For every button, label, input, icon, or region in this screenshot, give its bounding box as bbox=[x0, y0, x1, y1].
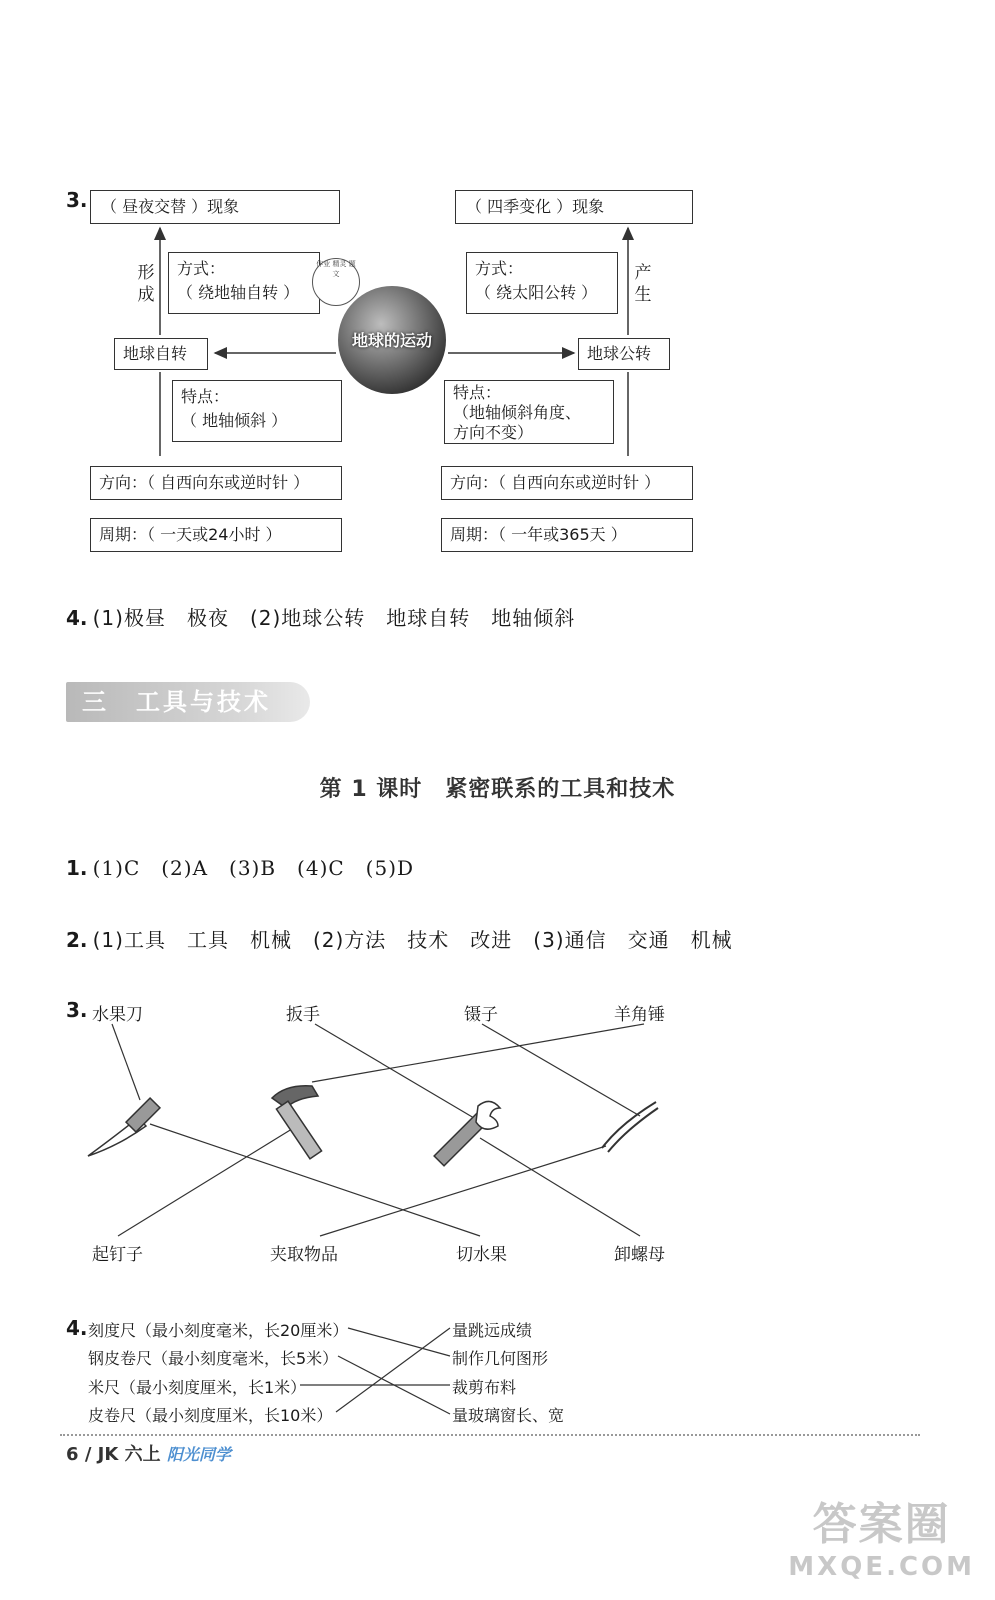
revolution-direction-box: 方向：（ 自西向东或逆时针 ） bbox=[441, 466, 693, 500]
match-line-wrench bbox=[315, 1024, 474, 1118]
lesson-title: 第 1 课时 紧密联系的工具和技术 bbox=[319, 777, 676, 802]
knife-icon bbox=[88, 1098, 160, 1156]
revolution-feature-box: 特点： （地轴倾斜角度、 方向不变） bbox=[444, 380, 614, 444]
question-1-answer: (1)C (2)A (3)B (4)C (5)D bbox=[92, 856, 415, 880]
steel-tape-item: 钢皮卷尺（最小刻度毫米，长5米） bbox=[88, 1349, 339, 1368]
match-line-hammer bbox=[312, 1024, 644, 1082]
seasons-box bbox=[455, 190, 693, 224]
label-produce: 产 生 bbox=[634, 263, 652, 305]
question-3-number: 3. bbox=[66, 188, 88, 212]
tool-claw-hammer: 羊角锤 bbox=[614, 1005, 665, 1025]
rotation-method-box: 方式： （ 绕地轴自转 ） bbox=[168, 252, 320, 314]
rotation-box: 地球自转 bbox=[114, 338, 208, 370]
question-3b-number: 3. bbox=[66, 998, 88, 1022]
footer-divider bbox=[60, 1434, 920, 1436]
section-heading: 三 工具与技术 bbox=[66, 682, 310, 722]
edition-label: JK 六上 bbox=[97, 1444, 161, 1465]
rotation-feature-box: 特点： （ 地轴倾斜 ） bbox=[172, 380, 342, 442]
use-geometry: 制作几何图形 bbox=[452, 1349, 549, 1368]
tool-wrench: 扳手 bbox=[286, 1005, 320, 1025]
ruler-item: 刻度尺（最小刻度毫米，长20厘米） bbox=[88, 1321, 349, 1340]
revolution-method-box: 方式： （ 绕太阳公转 ） bbox=[466, 252, 618, 314]
use-grip-object: 夹取物品 bbox=[270, 1245, 338, 1265]
question-4a: 4. (1)极昼 极夜 (2)地球公转 地球自转 地轴倾斜 bbox=[66, 606, 576, 630]
use-cut-fruit: 切水果 bbox=[456, 1245, 507, 1265]
hammer-icon bbox=[272, 1086, 322, 1159]
revolution-box: 地球公转 bbox=[578, 338, 670, 370]
question-1: 1. (1)C (2)A (3)B (4)C (5)D bbox=[66, 856, 415, 880]
match-line-knife bbox=[112, 1024, 140, 1100]
center-label: 地球的运动 bbox=[351, 331, 432, 350]
match-line-tweezers-hold bbox=[320, 1146, 606, 1236]
rotation-period-box: 周期：（ 一天或24小时 ） bbox=[90, 518, 342, 552]
seasons-text: （ 四季变化 ）现象 bbox=[466, 197, 605, 216]
question-4b-number: 4. bbox=[66, 1316, 88, 1340]
stamp-seal: 作业 精灵 题文 bbox=[312, 258, 360, 306]
page-footer: 6 / JK 六上 阳光同学 bbox=[66, 1444, 231, 1465]
brand-logo: 阳光同学 bbox=[166, 1445, 231, 1464]
use-remove-nut: 卸螺母 bbox=[614, 1245, 665, 1265]
label-form: 形 成 bbox=[137, 263, 155, 305]
tool-tweezers: 镊子 bbox=[464, 1005, 498, 1025]
use-cloth: 裁剪布料 bbox=[452, 1378, 517, 1397]
tool-fruit-knife: 水果刀 bbox=[92, 1005, 143, 1025]
match-line-tweezers bbox=[482, 1024, 640, 1116]
day-night-box bbox=[90, 190, 340, 224]
match-line-wrench-nut bbox=[480, 1138, 640, 1236]
revolution-period-box: 周期：（ 一年或365天 ） bbox=[441, 518, 693, 552]
rotation-direction-box: 方向：（ 自西向东或逆时针 ） bbox=[90, 466, 342, 500]
question-2-answer: (1)工具 工具 机械 (2)方法 技术 改进 (3)通信 交通 机械 bbox=[92, 928, 733, 952]
match-line-hammer-nail bbox=[118, 1124, 300, 1236]
leather-tape-item: 皮卷尺（最小刻度厘米，长10米） bbox=[88, 1406, 333, 1425]
day-night-text: （ 昼夜交替 ）现象 bbox=[101, 197, 240, 216]
use-pull-nail: 起钉子 bbox=[92, 1245, 143, 1265]
use-long-jump: 量跳远成绩 bbox=[452, 1321, 533, 1340]
meter-stick-item: 米尺（最小刻度厘米，长1米） bbox=[88, 1378, 307, 1397]
wrench-icon bbox=[434, 1101, 500, 1165]
watermark-logo: 答案圈 MXQE.COM bbox=[788, 1499, 975, 1582]
match-ruler-geometry bbox=[348, 1328, 450, 1356]
use-window: 量玻璃窗长、宽 bbox=[452, 1406, 565, 1425]
question-4a-answer: (1)极昼 极夜 (2)地球公转 地球自转 地轴倾斜 bbox=[92, 606, 576, 630]
question-2: 2. (1)工具 工具 机械 (2)方法 技术 改进 (3)通信 交通 机械 bbox=[66, 928, 733, 952]
earth-globe-icon bbox=[338, 286, 446, 394]
page-number: 6 bbox=[66, 1444, 79, 1465]
